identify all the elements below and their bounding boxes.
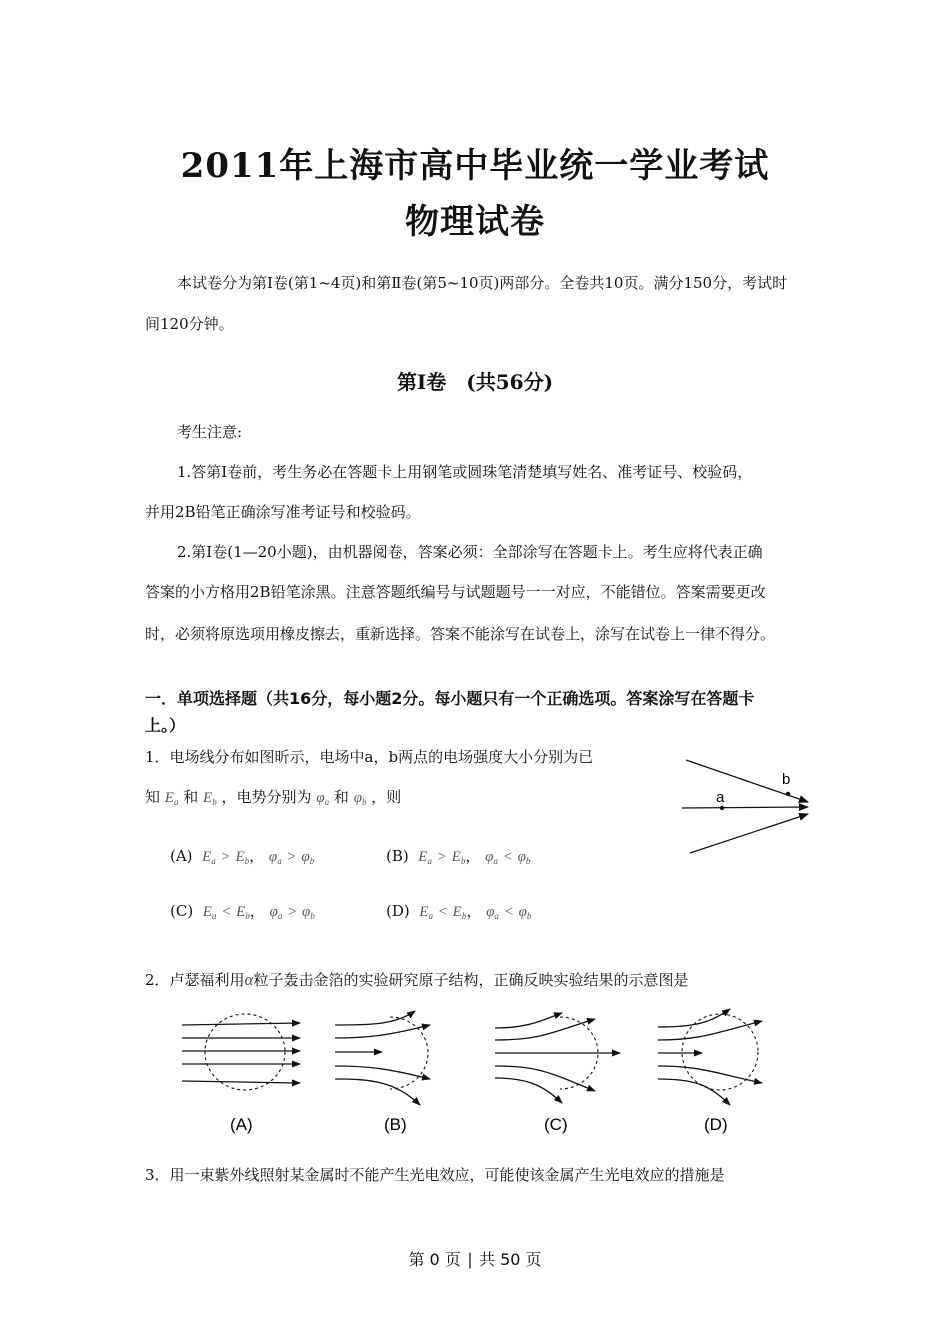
intro-line-2: 间120分钟。: [145, 315, 234, 333]
field-line-middle: [682, 807, 808, 808]
q2-stem: [145, 970, 689, 990]
note1-line-2: 并用2B铅笔正确涂写准考证号和校验码。: [145, 503, 421, 521]
panel-b-label: (B): [384, 1115, 407, 1134]
phi-b-symbol: $\varphi_b$: [353, 790, 367, 807]
q1-text-and2: 和: [333, 788, 349, 806]
page-footer: 第 0 页 ∣ 共 50 页: [408, 1250, 542, 1269]
q1-text-and: 和: [183, 788, 199, 806]
q3-stem: 3．用一束紫外线照射某金属时不能产生光电效应，可能使该金属产生光电效应的措施是: [145, 1166, 725, 1184]
q1-text-mid: ，电势分别为: [221, 788, 312, 806]
note2-line-2: 答案的小方格用2B铅笔涂黑。注意答题纸编号与试题题号一一对应，不能错位。答案需要更改: [145, 583, 766, 601]
panel-b: [335, 1011, 430, 1134]
point-a-dot: [720, 806, 724, 810]
q1-option-b: (B) $E_a > E_b$， $\varphi_a < \varphi_b$: [386, 847, 531, 866]
point-b-dot: [786, 792, 790, 796]
alpha-symbol: α: [244, 970, 254, 989]
q1-option-d: (D) $E_a < E_b$， $\varphi_a < \varphi_b$: [386, 902, 532, 921]
q1-line-1: 1．电场线分布如图昕示，电场中a，b两点的电场强度大小分别为已: [145, 748, 594, 766]
q2-prefix: 2．卢瑟福利用: [145, 971, 245, 989]
q1-option-a: (A) $E_a > E_b$， $\varphi_a > \varphi_b$: [170, 847, 315, 866]
point-a-label: a: [716, 789, 725, 806]
q1-option-c: (C) $E_a < E_b$， $\varphi_a > \varphi_b$: [170, 902, 315, 921]
note1-line-1: 1.答第Ⅰ卷前，考生务必在答题卡上用钢笔或圆珠笔清楚填写姓名、准考证号、校验码，: [177, 463, 753, 481]
panel-c: [495, 1013, 620, 1134]
panel-a: [182, 1014, 300, 1134]
phi-a-symbol: $\varphi_a$: [316, 790, 330, 807]
notice-title: 考生注意:: [177, 423, 243, 441]
Ea-symbol: $E_a$: [164, 790, 179, 807]
field-line-bottom: [690, 814, 808, 853]
rutherford-figure: [170, 1005, 770, 1140]
Eb-symbol: $E_b$: [203, 790, 217, 807]
note2-line-3: 时，必须将原选项用橡皮擦去，重新选择。答案不能涂写在试卷上，涂写在试卷上一律不得分。: [145, 625, 776, 643]
note2-line-1: 2.第Ⅰ卷(1—20小题)，由机器阅卷，答案必须：全部涂写在答题卡上。考生应将代表正确: [177, 543, 763, 561]
part1-heading-line-1: 一．单项选择题（共16分，每小题2分。每小题只有一个正确选项。答案涂写在答题卡: [145, 689, 755, 708]
panel-a-label: (A): [230, 1115, 253, 1134]
option-label: (B): [386, 847, 409, 865]
intro-line-1: 本试卷分为第Ⅰ卷(第1~4页)和第Ⅱ卷(第5~10页)两部分。全卷共10页。满分150分，考试时: [177, 274, 788, 292]
q1-text-prefix: 知: [145, 788, 161, 806]
panel-d-label: (D): [704, 1115, 728, 1134]
q1-text-end: ，则: [371, 788, 402, 806]
option-label: (D): [386, 902, 410, 920]
point-b-label: b: [782, 771, 791, 788]
section-heading: 第Ⅰ卷 (共56分): [396, 370, 554, 394]
electric-field-figure: [676, 752, 816, 862]
panel-c-label: (C): [544, 1115, 568, 1134]
part1-heading-line-2: 上。）: [145, 716, 186, 735]
option-label: (A): [170, 847, 193, 865]
option-label: (C): [170, 902, 194, 920]
panel-d: [658, 1009, 762, 1134]
q1-line-2: [145, 787, 401, 812]
exam-title: 2011年上海市高中毕业统一学业考试: [180, 146, 770, 186]
q2-rest: 粒子轰击金箔的实验研究原子结构，正确反映实验结果的示意图是: [253, 971, 689, 989]
exam-subtitle: 物理试卷: [405, 202, 545, 242]
